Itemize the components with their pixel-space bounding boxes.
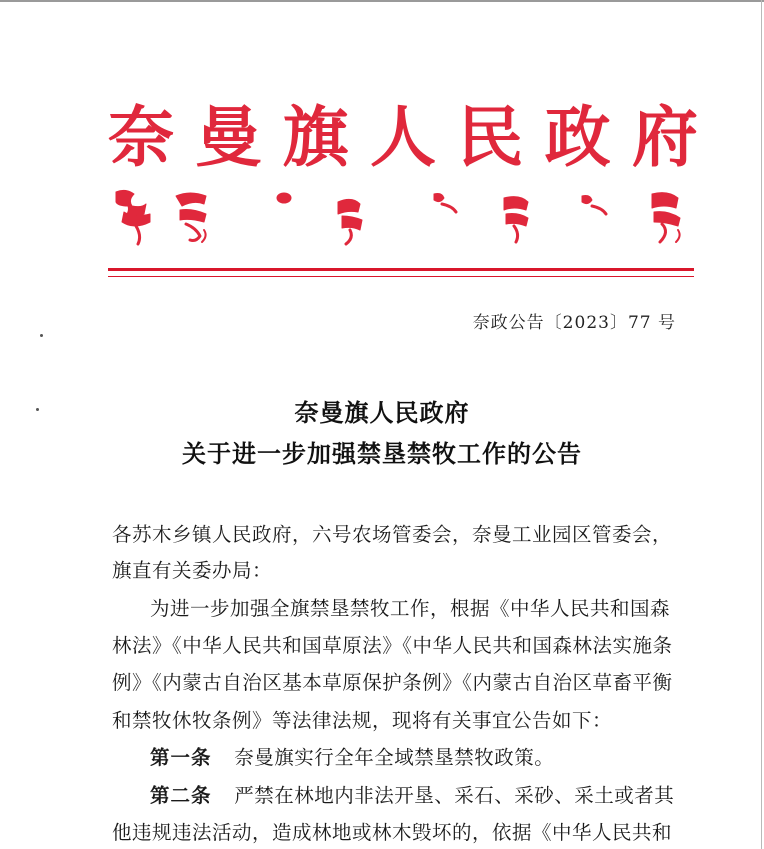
- body-line: 例》《内蒙古自治区基本草原保护条例》《内蒙古自治区草畜平衡: [112, 671, 673, 694]
- red-divider-thin: [108, 276, 694, 277]
- notice-title-line2: 关于进一步加强禁垦禁牧工作的公告: [182, 439, 582, 468]
- scan-speck: [40, 334, 43, 337]
- body-line: 他违规违法活动，造成林地或林木毁坏的，依据《中华人民共和: [112, 821, 673, 844]
- body-line: 旗直有关委办局：: [112, 559, 273, 582]
- body-line: 为进一步加强全旗禁垦禁牧工作，根据《中华人民共和国森: [150, 597, 671, 620]
- body-line: 各苏木乡镇人民政府，六号农场管委会，奈曼工业园区管委会，: [112, 523, 673, 546]
- article-1-text: 奈曼旗实行全年全域禁垦禁牧政策。: [234, 746, 555, 769]
- masthead-char: 奈: [108, 98, 174, 176]
- page-top-edge: [0, 0, 764, 2]
- article-2-heading: 第二条: [150, 784, 212, 807]
- masthead-char: 曼: [195, 98, 262, 176]
- red-divider-thick: [108, 268, 694, 271]
- article-1: [150, 742, 740, 770]
- mongolian-script-masthead: [112, 186, 692, 246]
- masthead-char: 人: [369, 98, 436, 176]
- article-2-text: 严禁在林地内非法开垦、采石、采砂、采土或者其: [234, 784, 675, 807]
- article-1-heading: 第一条: [150, 746, 212, 769]
- body-line: 和禁牧休牧条例》等法律法规，现将有关事宜公告如下：: [112, 709, 613, 732]
- article-2: [150, 780, 740, 808]
- document-number: 奈政公告〔2023〕77 号: [472, 313, 676, 333]
- notice-title-line1: 奈曼旗人民政府: [294, 398, 470, 427]
- masthead-char: 府: [631, 98, 698, 176]
- scan-speck: [36, 408, 39, 411]
- masthead-char: 旗: [282, 98, 349, 176]
- masthead-char: 政: [544, 98, 611, 176]
- masthead-title: [108, 98, 698, 176]
- body-line: 林法》《中华人民共和国草原法》《中华人民共和国森林法实施条: [112, 634, 673, 657]
- masthead-char: 民: [457, 98, 524, 176]
